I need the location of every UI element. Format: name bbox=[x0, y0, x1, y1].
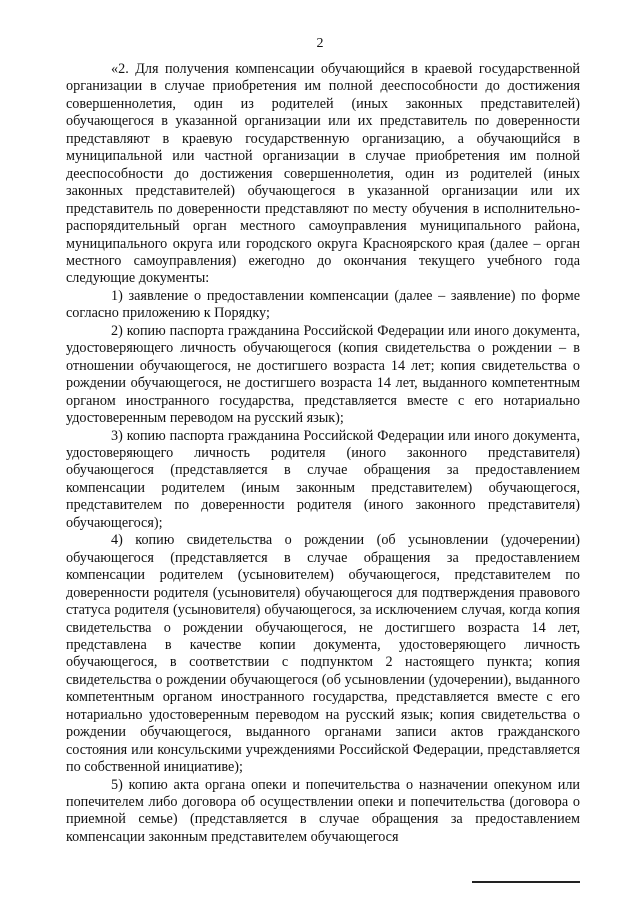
document-body bbox=[66, 61, 580, 846]
list-item-3: 3) копию паспорта гражданина Российской Федерации или иного документа, удостоверяющего личность родителя (иного законного представителя) обучающегося (представляется в случае обращения за предоставлением компенсации родителем (иным законным представителем) обучающегося, представителем по доверенности родителя (иного законного представителя) обучающегося); bbox=[66, 427, 580, 531]
list-item-2: 2) копию паспорта гражданина Российской Федерации или иного документа, удостоверяющего личность обучающегося (копия свидетельства о рождении – в отношении обучающегося, не достигшего возраста 14 лет; копия свидетельства о рождении обучающегося, не достигшего возраста 14 лет, выданного компетентным органом иностранного государства, представляется вместе с его нотариально удостоверенным переводом на русский язык); bbox=[66, 322, 580, 427]
paragraph-intro: «2. Для получения компенсации обучающийся в краевой государственной организации в случае приобретения им полной дееспособности до достижения совершеннолетия, один из родителей (иных законных представителей) обучающегося в указанной организации или их представитель по доверенности представляют в краевую государственную организацию, а обучающийся в муниципальной или частной организации в случае приобретения им полной дееспособности до достижения совершеннолетия, один из родителей (иных законных представителей) обучающегося в указанной организации или их представитель по доверенности представляют по месту обучения в исполнительно-распорядительный орган местного самоуправления муниципального района, муниципального округа или городского округа Красноярского края (далее – орган местного самоуправления) ежегодно до окончания текущего учебного года следующие документы: bbox=[66, 61, 580, 287]
list-item-1: 1) заявление о предоставлении компенсации (далее – заявление) по форме согласно приложению к Порядку; bbox=[66, 287, 580, 322]
list-item-4: 4) копию свидетельства о рождении (об усыновлении (удочерении) обучающегося (представляется в случае обращения за предоставлением компенсации родителем (усыновителем) обучающегося, представителем по доверенности родителя (усыновителя) обучающегося для подтверждения правового статуса родителя (усыновителя) обучающегося, за исключением случая, когда копия свидетельства о рождении обучающегося, не достигшего возраста 14 лет, представлена в качестве копии документа, удостоверяющего личность обучающегося, в соответствии с подпунктом 2 настоящего пункта; копия свидетельства о рождении обучающегося (об усыновлении (удочерении), выданного компетентным органом иностранного государства, представляется вместе с его нотариально удостоверенным переводом на русский язык; копия свидетельства о рождении обучающегося, выданного органами записи актов гражданского состояния или консульскими учреждениями Российской Федерации, представляется по собственной инициативе); bbox=[66, 532, 580, 776]
page-number: 2 bbox=[316, 36, 324, 51]
list-item-5: 5) копию акта органа опеки и попечительства о назначении опекуном или попечителем либо договора об осуществлении опеки и попечительства (договора о приемной семье) (представляется в случае обращения за предоставлением компенсации законным представителем обучающегося bbox=[66, 776, 580, 845]
footer-rule bbox=[472, 881, 580, 883]
